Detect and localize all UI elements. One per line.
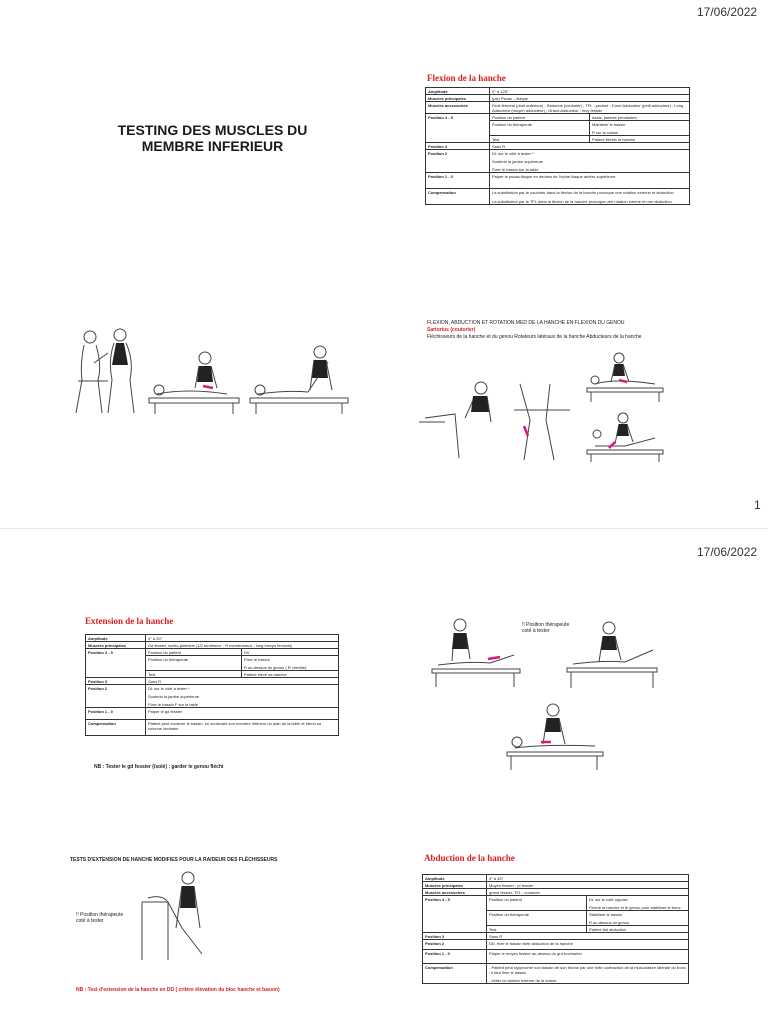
table-subkey: Position du thérapeute xyxy=(146,656,242,671)
page-number: 1 xyxy=(754,498,761,512)
table-value: Sans R xyxy=(490,143,690,150)
table-key: Position 1 - 0 xyxy=(86,708,146,720)
table-value: Droit fémoral (droit antérieur) ; Sartorius (couturier) ; TFL ; pectiné ; Court Adducteur (petit adducteur) ; Long Adducteur (moyen adducteur) ; Grand Adducteur ; moy fessier xyxy=(490,102,690,114)
table-row xyxy=(426,102,690,114)
table-key: Position 3 xyxy=(86,678,146,685)
abduction-table xyxy=(422,874,689,984)
table-value xyxy=(487,964,689,984)
modified-therapist-note: !! Position thérapeute coté à tester xyxy=(76,912,124,924)
table-line: Soutenir la jambe supérieure xyxy=(492,158,544,164)
table-key: Position 2 xyxy=(426,150,490,173)
table-value xyxy=(146,685,339,708)
table-value: Patient peut soulever le bassin, en soulevant son membre inférieur du plan de la table et étend sa colonne lombaire xyxy=(146,720,339,736)
table-line: Stabiliser le bassin xyxy=(589,911,623,917)
table-row xyxy=(426,95,690,102)
table-value: 0° à 125° xyxy=(490,88,690,95)
table-subkey: Position du thérapeute xyxy=(490,121,590,136)
table-value: Patient élevé sa hanche xyxy=(242,671,339,678)
table-key: Compensation xyxy=(423,964,487,984)
illustration-sartorius-sitting xyxy=(585,412,665,464)
table-row xyxy=(86,708,339,720)
table-line: Fixer le bassin xyxy=(244,656,270,662)
table-value: Palper le moyen fessier au-dessus du grd trochanter xyxy=(487,950,689,964)
sartorius-heading: FLEXION, ABDUCTION ET ROTATION MED DE LA HANCHE EN FLEXION DU GENOU xyxy=(427,320,625,326)
table-row xyxy=(86,642,339,649)
table-key: Compensation xyxy=(86,720,146,736)
table-row xyxy=(423,875,689,882)
table-value: grand fessier, TFL ; couturier xyxy=(487,889,689,896)
table-line: DL sur le coté opposé xyxy=(589,896,628,902)
table-value xyxy=(587,911,689,926)
table-row xyxy=(423,950,689,964)
table-key: Compensation xyxy=(426,189,490,205)
table-row xyxy=(426,143,690,150)
table-key: Amplitude xyxy=(86,635,146,642)
table-row xyxy=(423,889,689,896)
table-line: La substitution par le TFL dans la flexion de la hanche provoque une rotation interne et une abduction xyxy=(492,198,672,204)
table-subkey: Position du patient xyxy=(490,114,590,121)
table-key: Muscles principales xyxy=(426,95,490,102)
table-key: Amplitude xyxy=(423,875,487,882)
table-key: Muscles accessoires xyxy=(423,889,487,896)
table-value: 0° à 45° xyxy=(487,875,689,882)
page-title xyxy=(100,122,325,154)
table-key: Amplitude xyxy=(426,88,490,95)
illustration-sidelying-extension xyxy=(505,700,605,772)
table-subkey: Position du patient xyxy=(487,896,587,911)
sartorius-name: Sartorius (couturier) xyxy=(427,327,476,333)
table-key: Position 1 - 0 xyxy=(423,950,487,964)
table-key: Position 2 xyxy=(86,685,146,708)
table-row xyxy=(423,940,689,950)
table-row xyxy=(86,678,339,685)
table-value xyxy=(490,150,690,173)
table-key: Muscles principales xyxy=(86,642,146,649)
table-value: Gd fessier, ischio-jambiers (1/2 tendineux ; ½ membraneux ; long biceps fémoral) xyxy=(146,642,339,649)
table-subkey: Position du patient xyxy=(146,649,242,656)
illustration-sidelying-flexion xyxy=(147,348,242,416)
table-key: Position 3 xyxy=(426,143,490,150)
table-value: DV xyxy=(242,649,339,656)
slide1-date: 17/06/2022 xyxy=(697,5,758,19)
page-title-line2: MEMBRE INFERIEUR xyxy=(141,138,284,154)
table-row xyxy=(423,964,689,984)
table-line: Soutenir la jambe supérieure xyxy=(148,693,200,699)
table-row xyxy=(423,933,689,940)
table-key: Position 4 - 5 xyxy=(423,896,487,933)
table-value: Patient fléchis la hanche xyxy=(590,136,690,143)
flexion-title: Flexion de la hanche xyxy=(427,73,506,83)
slide-divider xyxy=(0,528,768,529)
table-value: Sans R xyxy=(487,933,689,940)
table-line: - éviter la rotation externe de la cuisse xyxy=(489,977,557,983)
table-value: 0° à 20° xyxy=(146,635,339,642)
table-value xyxy=(490,189,690,205)
table-line: Fixer le bassin sur la table xyxy=(492,166,539,172)
table-line: La substitution par le couturier dans la flexion de la hanche provoque une rotation externe et abduction xyxy=(492,189,674,195)
extension-title: Extension de la hanche xyxy=(85,616,174,626)
table-line: DL sur le côté à tester * xyxy=(148,685,190,691)
table-row xyxy=(426,173,690,189)
table-line: R sur la cuisse xyxy=(592,129,619,135)
page-title-line1: TESTING DES MUSCLES DU xyxy=(117,122,308,138)
table-key: Position 4 - 5 xyxy=(86,649,146,678)
table-row xyxy=(426,189,690,205)
table-subkey: Test xyxy=(490,136,590,143)
slide2-date: 17/06/2022 xyxy=(697,545,758,559)
table-subkey: Test xyxy=(146,671,242,678)
table-subkey: Position du thérapeute xyxy=(487,911,587,926)
table-line: Maintenir le bassin xyxy=(592,121,626,127)
table-key: Muscles accessoires xyxy=(426,102,490,114)
table-key: Position 3 xyxy=(423,933,487,940)
table-value: DD, fixer le bassin faire abduction de la hanche xyxy=(487,940,689,950)
table-value: (psl) Psoas – iliaque xyxy=(490,95,690,102)
table-value: Moyen fessier ; pt fessier xyxy=(487,882,689,889)
table-row xyxy=(86,635,339,642)
table-value: Palper le psoas iliaque en dedans de l'épine iliaque antéro-supérieure xyxy=(490,173,690,189)
table-row xyxy=(426,88,690,95)
extension-nb: NB : Tester le gd fessier (isolé) : garder le genou fléchi xyxy=(94,764,224,770)
table-key: Position 4 - 5 xyxy=(426,114,490,143)
sartorius-description: Fléchisseurs de la hanche et du genou Rotateurs latéraux de la hanche Abducteurs de la hanche xyxy=(427,334,642,340)
table-line: - Patient peut rapprocher son bassin de son thorax par une forte contraction de la musculature latérale du tronc : il faut fixer le bassin xyxy=(489,964,686,975)
illustration-seated-flexion xyxy=(68,325,148,417)
table-key: Position 1 - 0 xyxy=(426,173,490,189)
illustration-thomas-test xyxy=(138,868,218,962)
table-value xyxy=(587,896,689,911)
table-row xyxy=(86,720,339,736)
table-row xyxy=(86,685,339,708)
table-row xyxy=(86,649,339,656)
table-key: Position 2 xyxy=(423,940,487,950)
table-value: Assis, jambes pendantes, xyxy=(590,114,690,121)
extension-table xyxy=(85,634,339,736)
table-row xyxy=(423,882,689,889)
therapist-position-note: !! Position thérapeute coté à tester xyxy=(522,622,570,634)
table-value: Patient fait abduction xyxy=(587,926,689,933)
table-line: R au-dessus du genou ( R cheville) xyxy=(244,664,307,670)
flexion-table xyxy=(425,87,690,205)
table-line: DL sur le côté à tester * xyxy=(492,150,534,156)
table-row xyxy=(426,114,690,121)
table-key: Muscles principales xyxy=(423,882,487,889)
table-row xyxy=(426,150,690,173)
illustration-sartorius-seated xyxy=(415,378,507,462)
table-line: Fléchir la hanche et le genou pour stabiliser le tronc xyxy=(589,904,681,910)
table-line: R au-dessus du genou xyxy=(589,919,630,925)
table-value xyxy=(590,121,690,136)
illustration-sartorius-legs xyxy=(510,380,575,464)
illustration-supine-flexion xyxy=(248,342,353,416)
table-subkey: Test xyxy=(487,926,587,933)
illustration-sartorius-supine xyxy=(585,350,665,405)
table-line: Fixer le bassin F sur la table xyxy=(148,701,199,707)
modified-extension-nb: NB : Test d'extension de la hanche en DD ( critère élévation du bloc hanche et bassin) xyxy=(76,987,280,993)
table-value xyxy=(242,656,339,671)
illustration-prone-extension xyxy=(430,615,522,690)
illustration-prone-extension-2 xyxy=(565,618,660,690)
table-value: Palper le gd fessier xyxy=(146,708,339,720)
table-value: Sans R xyxy=(146,678,339,685)
modified-extension-heading: TESTS D'EXTENSION DE HANCHE MODIFIES POUR LA RAIDEUR DES FLÉCHISSEURS xyxy=(70,857,278,863)
abduction-title: Abduction de la hanche xyxy=(424,853,515,863)
table-row xyxy=(423,896,689,911)
